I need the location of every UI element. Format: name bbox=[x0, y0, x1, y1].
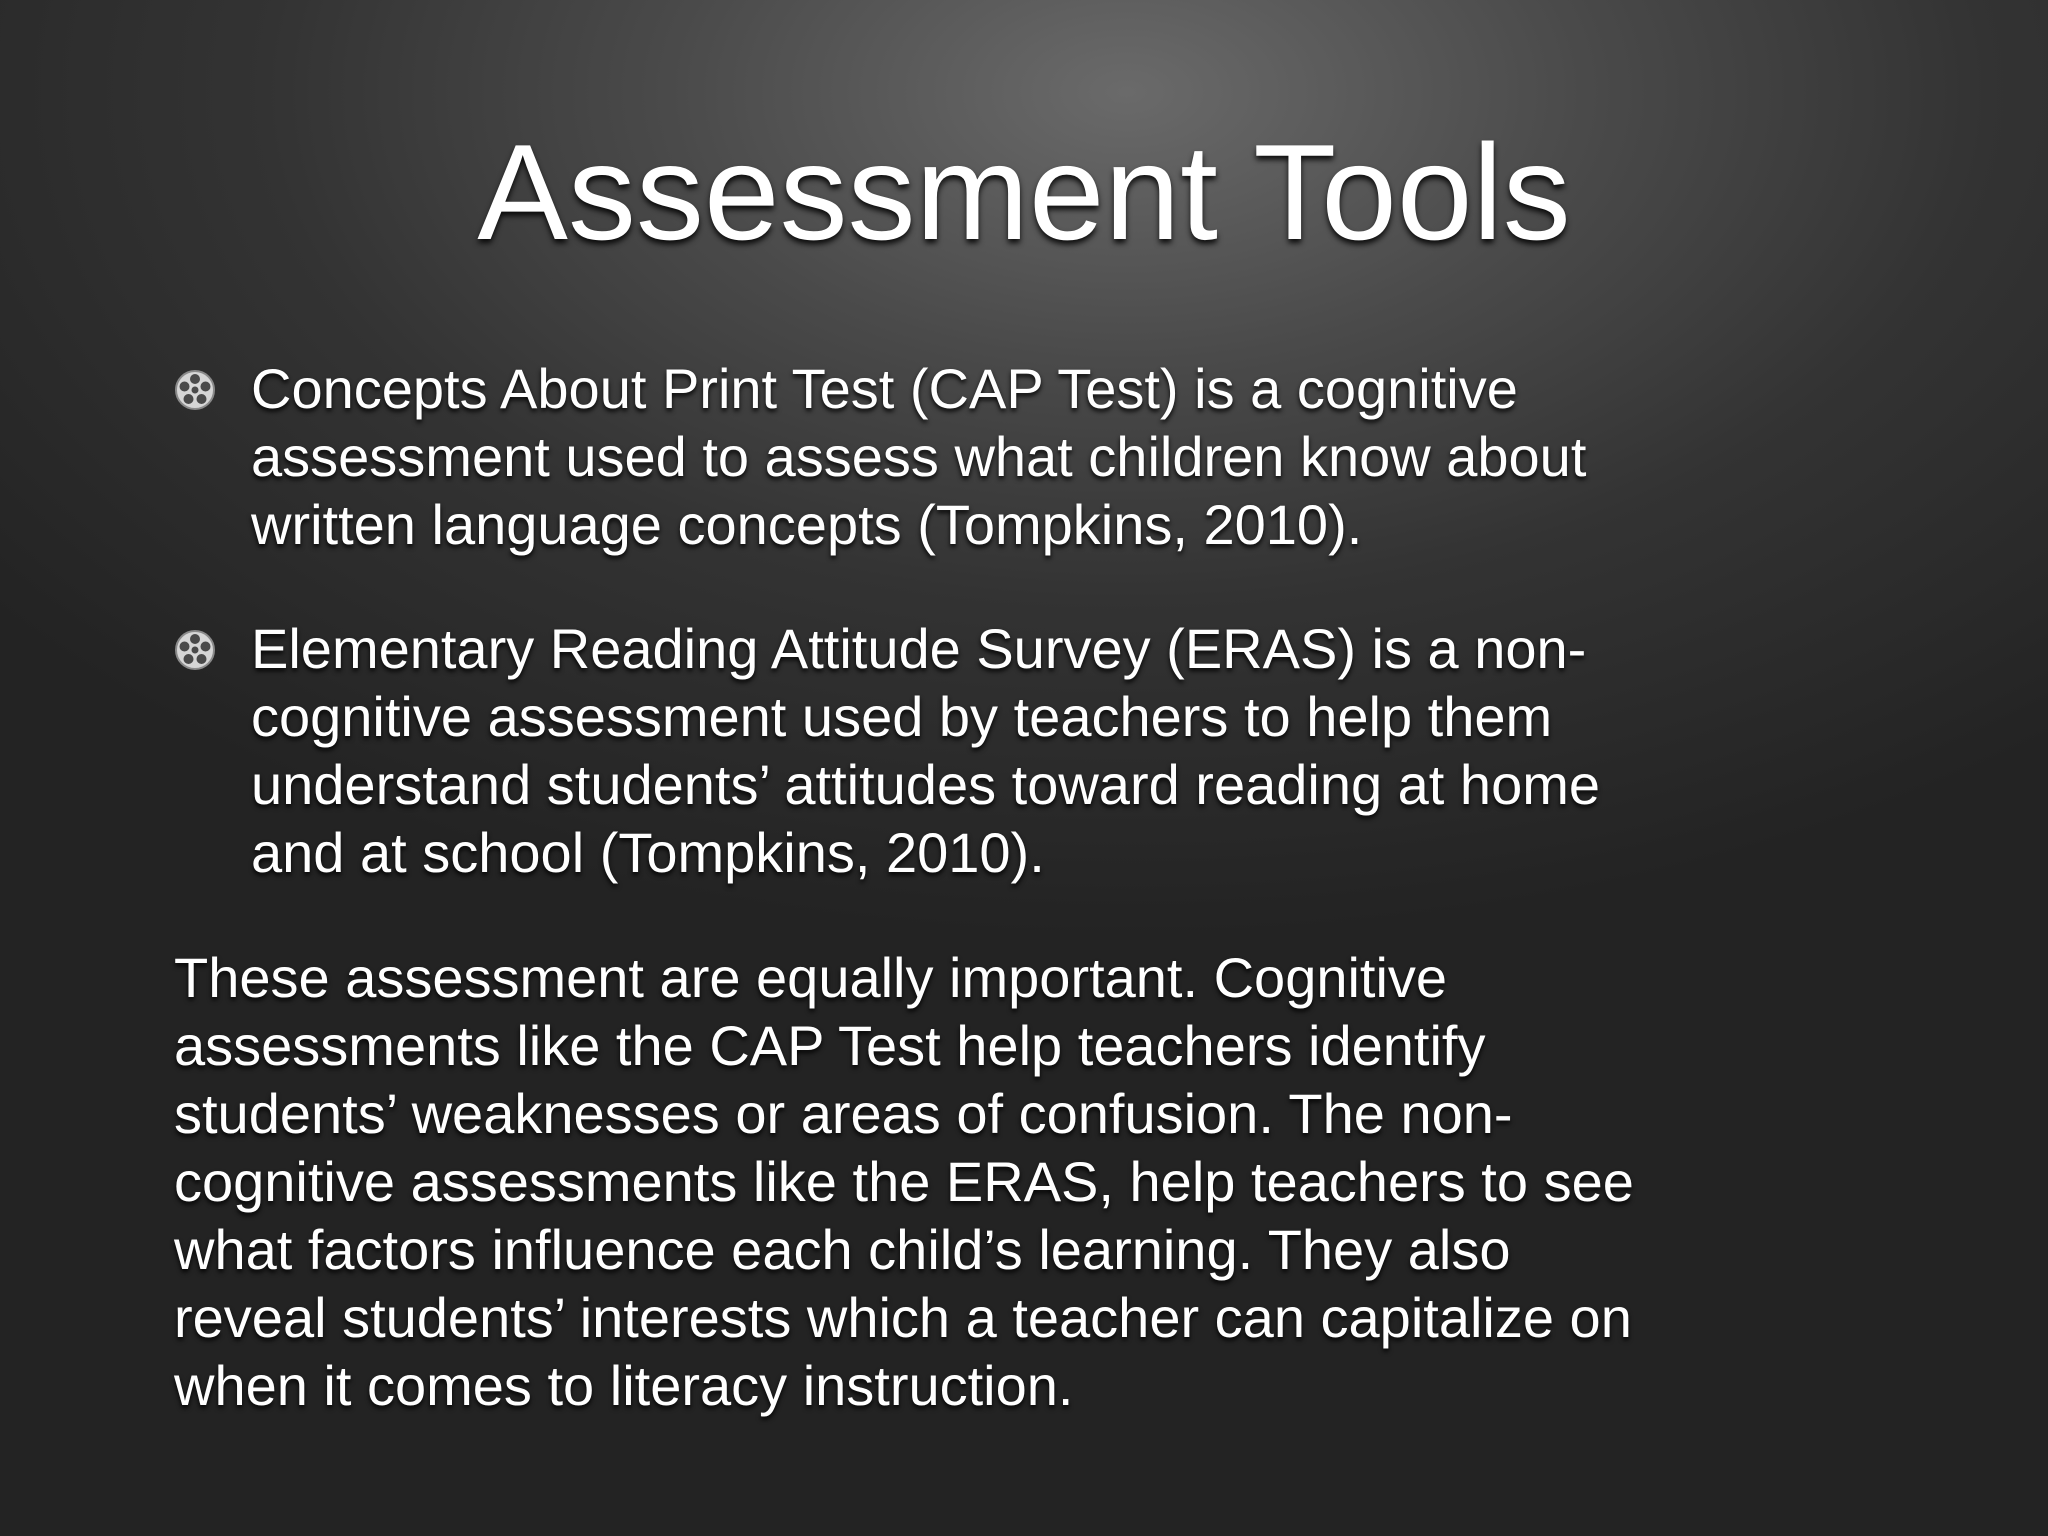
film-reel-bullet-icon bbox=[174, 369, 216, 411]
bullet-line: and at school (Tompkins, 2010). bbox=[251, 821, 1045, 884]
bullet-line: Elementary Reading Attitude Survey (ERAS) is a non- bbox=[251, 617, 1587, 680]
bullet-line: Concepts About Print Test (CAP Test) is a cognitive bbox=[251, 357, 1518, 420]
summary-line: assessments like the CAP Test help teachers identify bbox=[174, 1014, 1486, 1077]
summary-line: what factors influence each child’s learning. They also bbox=[174, 1218, 1511, 1281]
bullet-text bbox=[251, 615, 1821, 887]
bullet-line: understand students’ attitudes toward reading at home bbox=[251, 753, 1601, 816]
bullet-line: written language concepts (Tompkins, 2010). bbox=[251, 493, 1363, 556]
summary-line: cognitive assessments like the ERAS, help teachers to see bbox=[174, 1150, 1634, 1213]
bullet-line: assessment used to assess what children know about bbox=[251, 425, 1587, 488]
slide-title: Assessment Tools bbox=[477, 116, 1571, 268]
film-reel-bullet-icon bbox=[174, 629, 216, 671]
summary-paragraph bbox=[174, 944, 1874, 1420]
bullet-text bbox=[251, 355, 1821, 559]
summary-line: students’ weaknesses or areas of confusion. The non- bbox=[174, 1082, 1513, 1145]
bullet-line: cognitive assessment used by teachers to help them bbox=[251, 685, 1553, 748]
summary-line: These assessment are equally important. Cognitive bbox=[174, 946, 1448, 1009]
summary-line: when it comes to literacy instruction. bbox=[174, 1354, 1074, 1417]
summary-line: reveal students’ interests which a teacher can capitalize on bbox=[174, 1286, 1632, 1349]
